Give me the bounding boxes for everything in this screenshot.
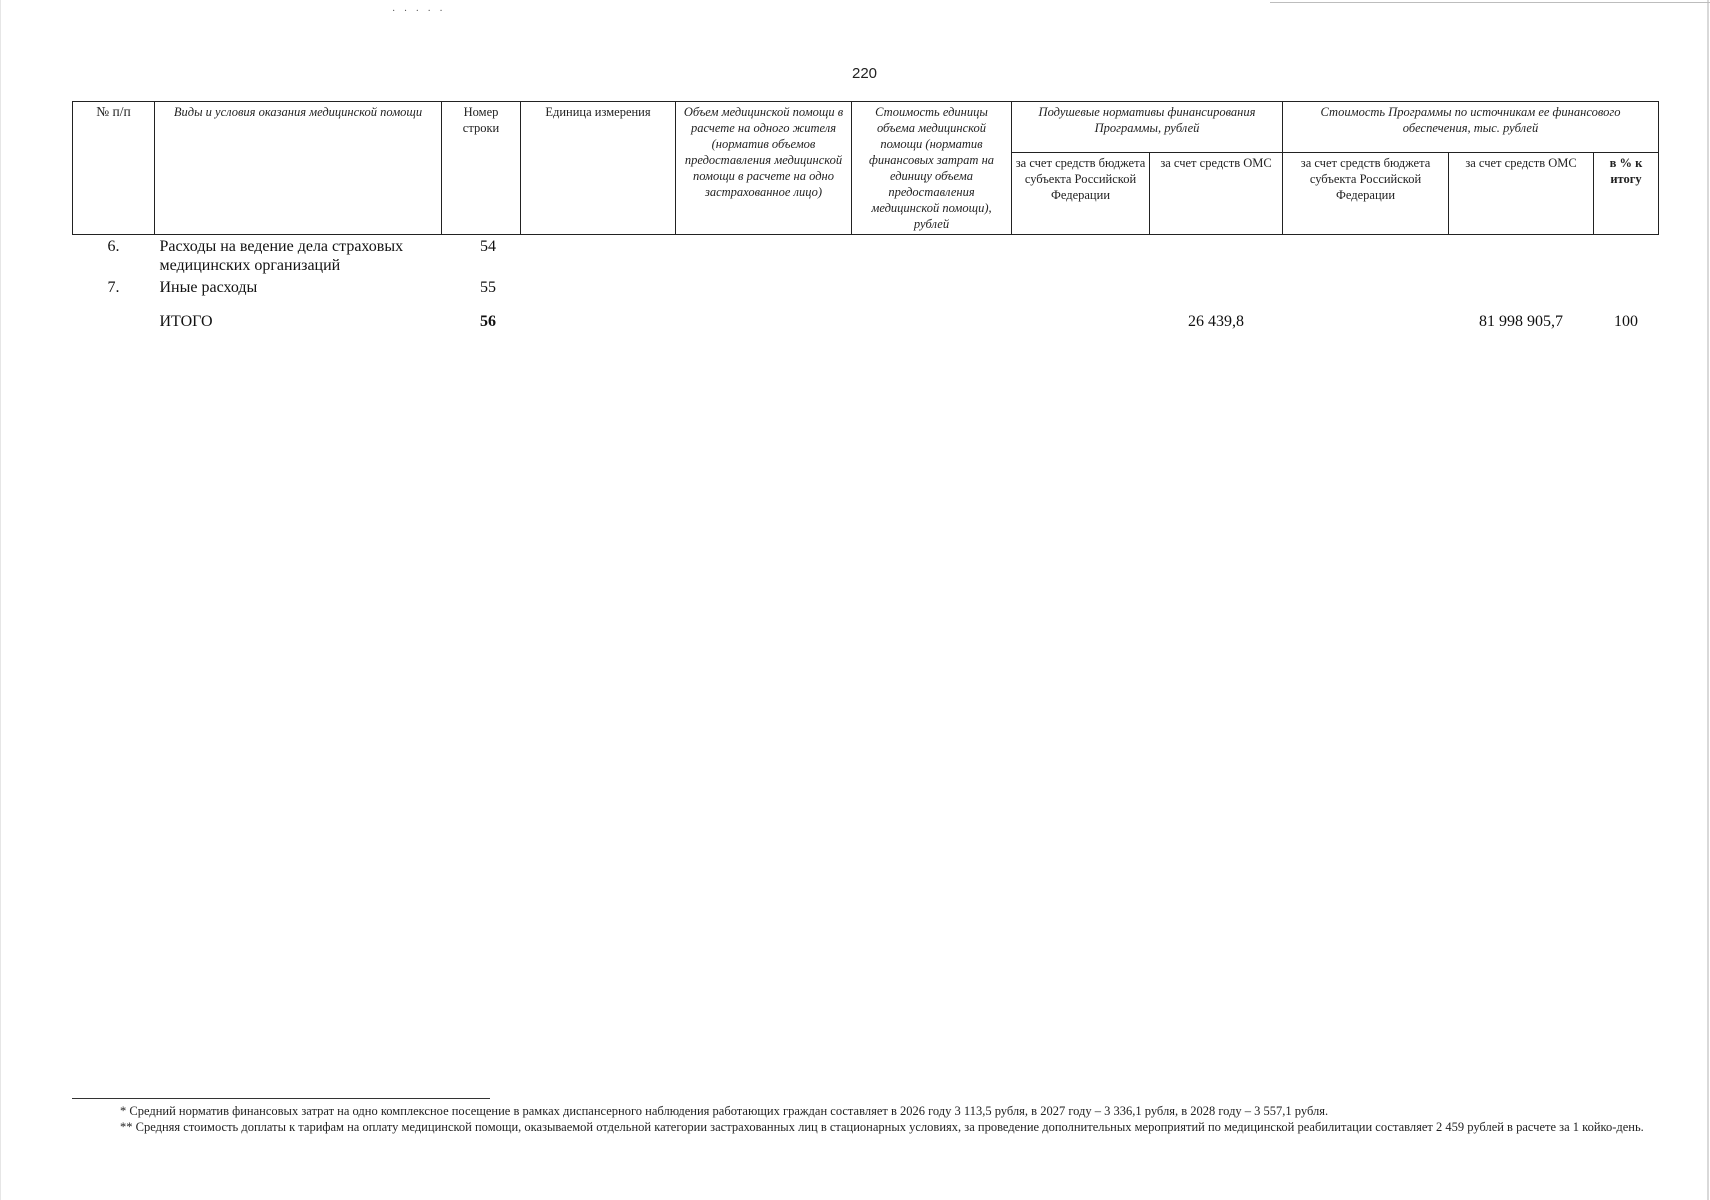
header-volume: Объем медицинской помощи в расчете на одного жителя (норматив объемов предоставления медицинской помощи в расчете на одно застрахованное лицо) [676,102,852,235]
header-num: № п/п [73,102,155,235]
total-name: ИТОГО [159,313,213,330]
header-unit-cost: Стоимость единицы объема медицинской помощи (норматив финансовых затрат на единицу объема предоставления медицинской помощи), рублей [852,102,1012,235]
header-per-capita: Подушевые нормативы финансирования Программы, рублей [1012,102,1283,153]
row-num: 6. [107,238,120,255]
header-cost-budget: за счет средств бюджета субъекта Российской Федерации [1283,153,1449,235]
table-row [73,276,1659,298]
page-left-edge [0,0,1,1200]
row-line: 55 [480,279,496,296]
header-cost-percent: в % к итогу [1594,153,1659,235]
footnote-rule [72,1098,490,1099]
header-cost-oms: за счет средств ОМС [1449,153,1594,235]
header-program-cost: Стоимость Программы по источникам ее финансового обеспечения, тыс. рублей [1283,102,1659,153]
total-line: 56 [480,313,496,330]
footnote-1: * Средний норматив финансовых затрат на одно комплексное посещение в рамках диспансерного наблюдения работающих граждан составляет в 2026 году 3 113,5 рубля, в 2027 году – 3 336,1 рубля, в 2028 году – 3 557,1 рубля. [120,1104,1329,1118]
footnote-2: ** Средняя стоимость доплаты к тарифам на оплату медицинской помощи, оказываемой отдельной категории застрахованных лиц в стационарных условиях, за проведение дополнительных мероприятий по медицинской реабилитации составляет 2 459 рублей в расчете за 1 койко-день. [120,1120,1644,1134]
header-unit: Единица измерения [521,102,676,235]
row-name: Расходы на ведение дела страховых медицинских организаций [159,238,404,274]
row-num: 7. [107,279,120,296]
row-cost-oms [1449,276,1594,298]
row-name: Иные расходы [159,279,258,296]
page-top-line [1270,2,1710,3]
total-cost-oms: 81 998 905,7 [1479,313,1564,330]
row-cost-oms [1449,235,1594,277]
header-line-number: Номер строки [442,102,521,235]
page-number: 220 [852,65,878,82]
header-per-capita-budget: за счет средств бюджета субъекта Российской Федерации [1012,153,1150,235]
total-per-capita-oms: 26 439,8 [1188,313,1244,330]
table-row [73,235,1659,277]
financing-table [72,101,1659,332]
row-per-capita-oms [1150,276,1283,298]
total-percent: 100 [1614,313,1639,330]
row-percent [1594,235,1659,277]
row-line: 54 [480,238,496,255]
row-percent [1594,276,1659,298]
header-per-capita-oms: за счет средств ОМС [1150,153,1283,235]
total-row [73,298,1659,332]
scan-marks: · · · · · [392,6,446,17]
page-right-edge [1707,0,1709,1200]
header-types: Виды и условия оказания медицинской помощи [155,102,442,235]
row-per-capita-oms [1150,235,1283,277]
